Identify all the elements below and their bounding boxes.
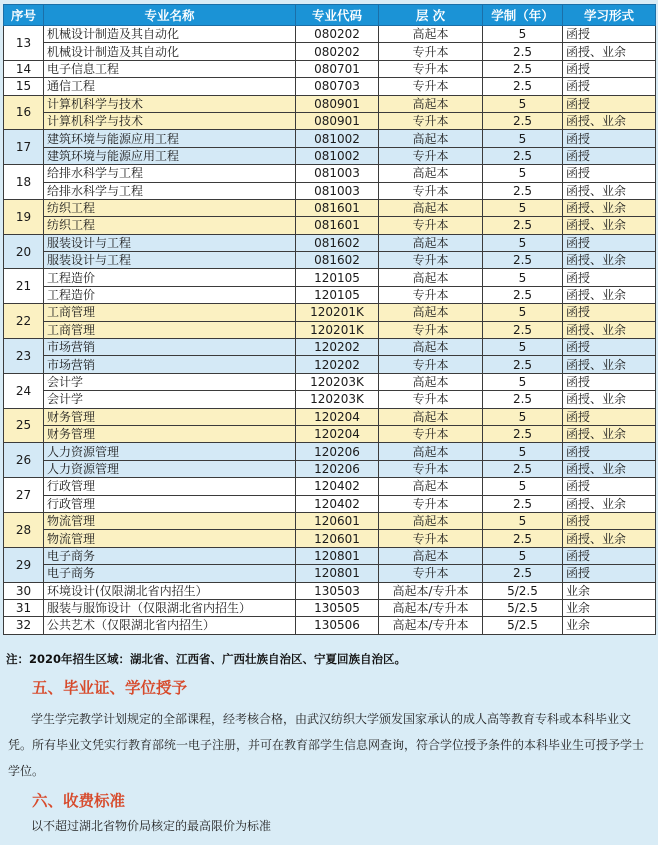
major-code-cell: 081601 — [296, 199, 379, 216]
duration-cell: 5 — [483, 478, 563, 495]
study-mode-cell: 函授 — [563, 60, 656, 77]
major-name-cell: 会计学 — [44, 373, 296, 390]
level-cell: 专升本 — [379, 391, 483, 408]
major-code-cell: 120206 — [296, 443, 379, 460]
seq-cell: 30 — [4, 582, 44, 599]
study-mode-cell: 函授、业余 — [563, 391, 656, 408]
study-mode-cell: 函授 — [563, 443, 656, 460]
level-cell: 专升本 — [379, 425, 483, 442]
study-mode-cell: 函授、业余 — [563, 217, 656, 234]
seq-cell: 29 — [4, 547, 44, 582]
major-name-cell: 电子商务 — [44, 565, 296, 582]
major-name-cell: 环境设计(仅限湖北省内招生） — [44, 582, 296, 599]
level-cell: 专升本 — [379, 565, 483, 582]
major-code-cell: 120204 — [296, 425, 379, 442]
major-code-cell: 081601 — [296, 217, 379, 234]
duration-cell: 2.5 — [483, 460, 563, 477]
study-mode-cell: 函授 — [563, 165, 656, 182]
major-code-cell: 120203K — [296, 391, 379, 408]
level-cell: 高起本 — [379, 26, 483, 43]
table-row — [4, 26, 656, 43]
table-body — [4, 26, 656, 635]
table-row — [4, 147, 656, 164]
major-name-cell: 财务管理 — [44, 408, 296, 425]
major-code-cell: 080901 — [296, 112, 379, 129]
table-row — [4, 443, 656, 460]
major-code-cell: 120202 — [296, 356, 379, 373]
major-name-cell: 机械设计制造及其自动化 — [44, 43, 296, 60]
table-row — [4, 130, 656, 147]
major-code-cell: 120601 — [296, 530, 379, 547]
study-mode-cell: 函授、业余 — [563, 199, 656, 216]
major-name-cell: 服装设计与工程 — [44, 252, 296, 269]
table-row — [4, 460, 656, 477]
level-cell: 专升本 — [379, 530, 483, 547]
duration-cell: 2.5 — [483, 252, 563, 269]
major-code-cell: 080703 — [296, 78, 379, 95]
table-row — [4, 599, 656, 616]
duration-cell: 5/2.5 — [483, 582, 563, 599]
level-cell: 专升本 — [379, 356, 483, 373]
duration-cell: 2.5 — [483, 286, 563, 303]
table-row — [4, 321, 656, 338]
table-row — [4, 165, 656, 182]
header-major-name: 专业名称 — [44, 5, 296, 26]
study-mode-cell: 函授、业余 — [563, 495, 656, 512]
major-code-cell: 080701 — [296, 60, 379, 77]
seq-cell: 18 — [4, 165, 44, 200]
table-row — [4, 286, 656, 303]
study-mode-cell: 函授、业余 — [563, 530, 656, 547]
table-row — [4, 182, 656, 199]
duration-cell: 5 — [483, 339, 563, 356]
duration-cell: 5 — [483, 269, 563, 286]
table-row — [4, 339, 656, 356]
study-mode-cell: 函授 — [563, 339, 656, 356]
study-mode-cell: 函授、业余 — [563, 252, 656, 269]
duration-cell: 5/2.5 — [483, 617, 563, 634]
seq-cell: 20 — [4, 234, 44, 269]
duration-cell: 2.5 — [483, 78, 563, 95]
major-name-cell: 给排水科学与工程 — [44, 165, 296, 182]
seq-cell: 27 — [4, 478, 44, 513]
major-name-cell: 人力资源管理 — [44, 443, 296, 460]
table-row — [4, 512, 656, 529]
major-code-cell: 120202 — [296, 339, 379, 356]
major-name-cell: 计算机科学与技术 — [44, 95, 296, 112]
major-name-cell: 通信工程 — [44, 78, 296, 95]
study-mode-cell: 函授、业余 — [563, 356, 656, 373]
study-mode-cell: 函授、业余 — [563, 286, 656, 303]
table-row — [4, 582, 656, 599]
study-mode-cell: 函授 — [563, 304, 656, 321]
major-name-cell: 会计学 — [44, 391, 296, 408]
duration-cell: 2.5 — [483, 182, 563, 199]
level-cell: 专升本 — [379, 182, 483, 199]
major-code-cell: 080202 — [296, 43, 379, 60]
study-mode-cell: 函授、业余 — [563, 425, 656, 442]
table-row — [4, 217, 656, 234]
major-code-cell: 081602 — [296, 234, 379, 251]
duration-cell: 2.5 — [483, 565, 563, 582]
header-major-code: 专业代码 — [296, 5, 379, 26]
major-name-cell: 工程造价 — [44, 286, 296, 303]
major-code-cell: 081003 — [296, 165, 379, 182]
major-name-cell: 财务管理 — [44, 425, 296, 442]
table-row — [4, 304, 656, 321]
level-cell: 高起本 — [379, 512, 483, 529]
major-name-cell: 服装设计与工程 — [44, 234, 296, 251]
major-code-cell: 130505 — [296, 599, 379, 616]
major-code-cell: 130503 — [296, 582, 379, 599]
major-code-cell: 081002 — [296, 130, 379, 147]
study-mode-cell: 函授、业余 — [563, 112, 656, 129]
level-cell: 高起本 — [379, 373, 483, 390]
table-row — [4, 565, 656, 582]
duration-cell: 5 — [483, 408, 563, 425]
table-row — [4, 234, 656, 251]
section5-title: 五、毕业证、学位授予 — [32, 679, 188, 697]
major-name-cell: 物流管理 — [44, 530, 296, 547]
table-row — [4, 269, 656, 286]
major-code-cell: 081003 — [296, 182, 379, 199]
major-name-cell: 工程造价 — [44, 269, 296, 286]
section6-title: 六、收费标准 — [32, 792, 126, 810]
level-cell: 高起本 — [379, 199, 483, 216]
major-code-cell: 120105 — [296, 286, 379, 303]
study-mode-cell: 函授 — [563, 565, 656, 582]
major-code-cell: 080901 — [296, 95, 379, 112]
table-row — [4, 478, 656, 495]
major-name-cell: 市场营销 — [44, 356, 296, 373]
study-mode-cell: 函授 — [563, 26, 656, 43]
header-level: 层 次 — [379, 5, 483, 26]
study-mode-cell: 函授、业余 — [563, 460, 656, 477]
seq-cell: 22 — [4, 304, 44, 339]
duration-cell: 5 — [483, 130, 563, 147]
table-row — [4, 199, 656, 216]
duration-cell: 2.5 — [483, 112, 563, 129]
seq-cell: 32 — [4, 617, 44, 634]
study-mode-cell: 函授、业余 — [563, 43, 656, 60]
major-name-cell: 行政管理 — [44, 478, 296, 495]
major-code-cell: 120801 — [296, 565, 379, 582]
table-row — [4, 425, 656, 442]
level-cell: 高起本 — [379, 443, 483, 460]
major-code-cell: 120801 — [296, 547, 379, 564]
table-row — [4, 95, 656, 112]
duration-cell: 5 — [483, 234, 563, 251]
table-row — [4, 617, 656, 634]
duration-cell: 2.5 — [483, 321, 563, 338]
duration-cell: 2.5 — [483, 217, 563, 234]
major-code-cell: 120601 — [296, 512, 379, 529]
major-name-cell: 行政管理 — [44, 495, 296, 512]
major-name-cell: 纺织工程 — [44, 199, 296, 216]
seq-cell: 16 — [4, 95, 44, 130]
major-name-cell: 建筑环境与能源应用工程 — [44, 130, 296, 147]
major-code-cell: 120201K — [296, 304, 379, 321]
duration-cell: 5 — [483, 512, 563, 529]
level-cell: 高起本 — [379, 547, 483, 564]
major-name-cell: 计算机科学与技术 — [44, 112, 296, 129]
level-cell: 高起本 — [379, 165, 483, 182]
study-mode-cell: 函授 — [563, 234, 656, 251]
duration-cell: 5 — [483, 95, 563, 112]
major-name-cell: 服装与服饰设计（仅限湖北省内招生） — [44, 599, 296, 616]
enrollment-region-note: 注：2020年招生区域：湖北省、江西省、广西壮族自治区、宁夏回族自治区。 — [6, 652, 407, 666]
table-row — [4, 408, 656, 425]
header-study-mode: 学习形式 — [563, 5, 656, 26]
major-code-cell: 120203K — [296, 373, 379, 390]
major-name-cell: 工商管理 — [44, 321, 296, 338]
study-mode-cell: 函授 — [563, 78, 656, 95]
major-code-cell: 130506 — [296, 617, 379, 634]
major-code-cell: 120402 — [296, 495, 379, 512]
study-mode-cell: 函授 — [563, 373, 656, 390]
major-code-cell: 081002 — [296, 147, 379, 164]
level-cell: 高起本 — [379, 95, 483, 112]
table-row — [4, 356, 656, 373]
level-cell: 高起本/专升本 — [379, 599, 483, 616]
major-name-cell: 电子商务 — [44, 547, 296, 564]
duration-cell: 2.5 — [483, 43, 563, 60]
table-row — [4, 252, 656, 269]
study-mode-cell: 函授 — [563, 512, 656, 529]
study-mode-cell: 业余 — [563, 617, 656, 634]
study-mode-cell: 函授 — [563, 478, 656, 495]
table-row — [4, 547, 656, 564]
major-name-cell: 给排水科学与工程 — [44, 182, 296, 199]
seq-cell: 17 — [4, 130, 44, 165]
major-name-cell: 纺织工程 — [44, 217, 296, 234]
duration-cell: 5/2.5 — [483, 599, 563, 616]
majors-table — [3, 4, 656, 635]
seq-cell: 13 — [4, 26, 44, 61]
level-cell: 高起本 — [379, 339, 483, 356]
level-cell: 专升本 — [379, 147, 483, 164]
table-header-row — [4, 5, 656, 26]
table-row — [4, 112, 656, 129]
duration-cell: 2.5 — [483, 60, 563, 77]
duration-cell: 2.5 — [483, 391, 563, 408]
seq-cell: 15 — [4, 78, 44, 95]
duration-cell: 2.5 — [483, 495, 563, 512]
table-row — [4, 495, 656, 512]
study-mode-cell: 函授 — [563, 269, 656, 286]
major-code-cell: 120206 — [296, 460, 379, 477]
major-name-cell: 工商管理 — [44, 304, 296, 321]
duration-cell: 5 — [483, 547, 563, 564]
major-name-cell: 物流管理 — [44, 512, 296, 529]
duration-cell: 5 — [483, 199, 563, 216]
table-row — [4, 373, 656, 390]
level-cell: 专升本 — [379, 460, 483, 477]
study-mode-cell: 函授、业余 — [563, 321, 656, 338]
section5-body: 学生学完教学计划规定的全部课程，经考核合格，由武汉纺织大学颁发国家承认的成人高等教育专科或本科毕业文凭。所有毕业文凭实行教育部统一电子注册，并可在教育部学生信息网查询，符合学位授予条件的本科毕业生可授予学士学位。 — [8, 712, 645, 778]
level-cell: 专升本 — [379, 217, 483, 234]
major-code-cell: 120105 — [296, 269, 379, 286]
level-cell: 高起本 — [379, 478, 483, 495]
seq-cell: 26 — [4, 443, 44, 478]
major-name-cell: 人力资源管理 — [44, 460, 296, 477]
major-name-cell: 建筑环境与能源应用工程 — [44, 147, 296, 164]
duration-cell: 5 — [483, 373, 563, 390]
major-code-cell: 081602 — [296, 252, 379, 269]
study-mode-cell: 业余 — [563, 599, 656, 616]
table-row — [4, 60, 656, 77]
duration-cell: 5 — [483, 165, 563, 182]
duration-cell: 5 — [483, 304, 563, 321]
major-code-cell: 120402 — [296, 478, 379, 495]
major-name-cell: 电子信息工程 — [44, 60, 296, 77]
study-mode-cell: 业余 — [563, 582, 656, 599]
duration-cell: 2.5 — [483, 147, 563, 164]
level-cell: 高起本/专升本 — [379, 617, 483, 634]
study-mode-cell: 函授 — [563, 547, 656, 564]
major-name-cell: 公共艺术（仅限湖北省内招生） — [44, 617, 296, 634]
major-name-cell: 市场营销 — [44, 339, 296, 356]
table-row — [4, 530, 656, 547]
seq-cell: 23 — [4, 339, 44, 374]
major-name-cell: 机械设计制造及其自动化 — [44, 26, 296, 43]
level-cell: 专升本 — [379, 78, 483, 95]
study-mode-cell: 函授 — [563, 147, 656, 164]
seq-cell: 25 — [4, 408, 44, 443]
level-cell: 专升本 — [379, 112, 483, 129]
duration-cell: 2.5 — [483, 356, 563, 373]
level-cell: 高起本 — [379, 408, 483, 425]
level-cell: 高起本 — [379, 269, 483, 286]
seq-cell: 31 — [4, 599, 44, 616]
major-code-cell: 120201K — [296, 321, 379, 338]
level-cell: 专升本 — [379, 60, 483, 77]
major-code-cell: 120204 — [296, 408, 379, 425]
major-code-cell: 080202 — [296, 26, 379, 43]
header-seq: 序号 — [4, 5, 44, 26]
section6-body: 以不超过湖北省物价局核定的最高限价为标准 — [31, 819, 272, 833]
header-duration: 学制（年） — [483, 5, 563, 26]
level-cell: 专升本 — [379, 252, 483, 269]
level-cell: 专升本 — [379, 286, 483, 303]
seq-cell: 21 — [4, 269, 44, 304]
level-cell: 专升本 — [379, 321, 483, 338]
duration-cell: 2.5 — [483, 530, 563, 547]
level-cell: 高起本 — [379, 234, 483, 251]
duration-cell: 2.5 — [483, 425, 563, 442]
study-mode-cell: 函授、业余 — [563, 182, 656, 199]
table-row — [4, 391, 656, 408]
level-cell: 专升本 — [379, 495, 483, 512]
seq-cell: 28 — [4, 512, 44, 547]
study-mode-cell: 函授 — [563, 95, 656, 112]
study-mode-cell: 函授 — [563, 130, 656, 147]
seq-cell: 19 — [4, 199, 44, 234]
level-cell: 专升本 — [379, 43, 483, 60]
table-row — [4, 78, 656, 95]
level-cell: 高起本 — [379, 130, 483, 147]
duration-cell: 5 — [483, 443, 563, 460]
study-mode-cell: 函授 — [563, 408, 656, 425]
level-cell: 高起本 — [379, 304, 483, 321]
seq-cell: 14 — [4, 60, 44, 77]
level-cell: 高起本/专升本 — [379, 582, 483, 599]
seq-cell: 24 — [4, 373, 44, 408]
table-row — [4, 43, 656, 60]
duration-cell: 5 — [483, 26, 563, 43]
